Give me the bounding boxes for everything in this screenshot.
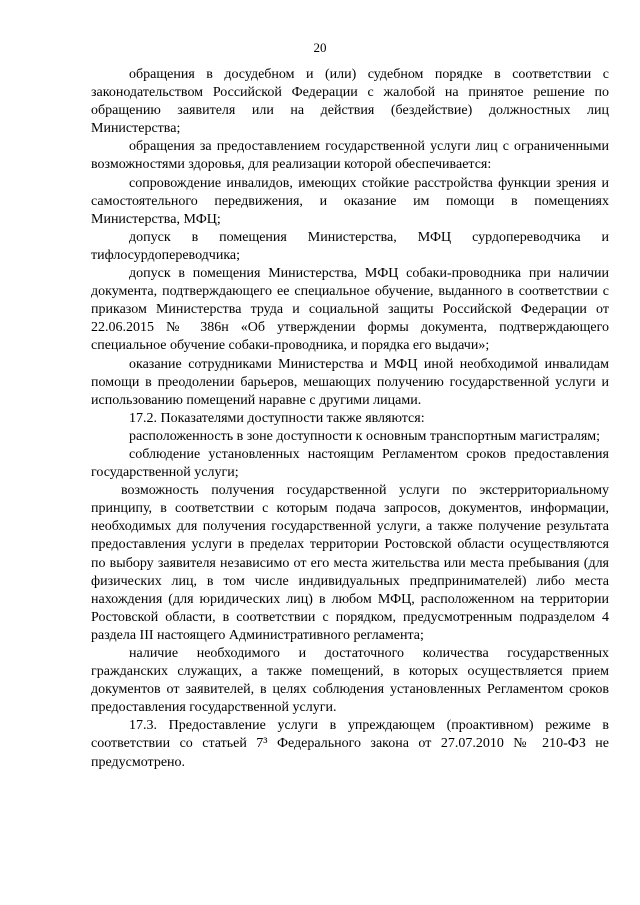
paragraph-escort-disabled: сопровождение инвалидов, имеющих стойкие расстройства функции зрения и самостоятельного передвижения, и оказание им помощи в помещениях Министерства, МФЦ;: [91, 175, 609, 227]
paragraph-extraterritorial: возможность получения государственной услуги по экстерриториальному принципу, в соответствии с которым подача запросов, документов, информации, необходимых для получения государственной услуги, а также получение результата предоставления услуги в пределах территории Ростовской области осуществляются по выбору заявителя независимо от его места жительства или места пребывания (для физических лиц, в том числе индивидуальных предпринимателей) либо места нахождения (для юридических лиц) в любом МФЦ, расположенном на территории Ростовской области, в соответствии с порядком, предусмотренным подразделом 4 раздела III настоящего Административного регламента;: [91, 483, 609, 643]
paragraph-staff-premises: наличие необходимого и достаточного количества государственных гражданских служащих, а также помещений, в которых осуществляется прием документов от заявителей, в целях соблюдения установленных Регламентом сроков предоставления государственной услуги.: [91, 646, 609, 716]
document-body: [91, 66, 609, 772]
paragraph-disabled-access: обращения за предоставлением государственной услуги лиц с ограниченными возможностями здоровья, для реализации которой обеспечивается:: [91, 139, 609, 173]
paragraph-staff-assistance: оказание сотрудниками Министерства и МФЦ иной необходимой инвалидам помощи в преодолении барьеров, мешающих получению государственной услуги и использованию помещений наравне с другими лицами.: [91, 356, 609, 408]
paragraph-17-2-heading: 17.2. Показателями доступности также являются:: [129, 410, 425, 426]
paragraph-17-3-proactive: 17.3. Предоставление услуги в упреждающем (проактивном) режиме в соответствии со статьей 7³ Федерального закона от 27.07.2010 № 210-ФЗ не предусмотрено.: [91, 718, 609, 770]
paragraph-transport-access: расположенность в зоне доступности к основным транспортным магистралям;: [129, 428, 601, 444]
paragraph-appeal-pretrial: обращения в досудебном и (или) судебном порядке в соответствии с законодательством Российской Федерации с жалобой на принятое решение по обращению заявителя или на действия (бездействие) должностных лиц Министерства;: [91, 67, 609, 137]
paragraph-deadlines: соблюдение установленных настоящим Регламентом сроков предоставления государственной услуги;: [91, 446, 609, 481]
page-number: 20: [313, 40, 327, 55]
paragraph-guide-dog: допуск в помещения Министерства, МФЦ собаки-проводника при наличии документа, подтверждающего ее специальное обучение, выданного в соответствии с приказом Министерства труда и социальной защиты Российской Федерации от 22.06.2015 № 386н «Об утверждении формы документа, подтверждающего специальное обучение собаки-проводника, и порядка его выдачи»;: [91, 266, 609, 354]
paragraph-sign-interpreter: допуск в помещения Министерства, МФЦ сурдопереводчика и тифлосурдопереводчика;: [91, 229, 609, 263]
